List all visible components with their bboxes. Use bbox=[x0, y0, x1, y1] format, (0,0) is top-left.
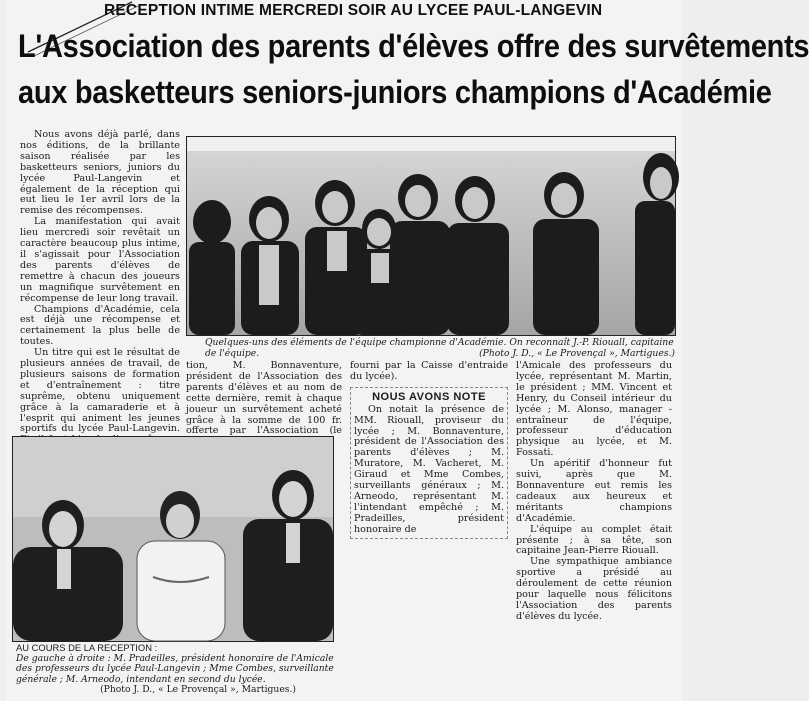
note-title: NOUS AVONS NOTE bbox=[372, 390, 486, 403]
column-b-text: fourni par la Caisse d'entraide du lycée). bbox=[350, 360, 508, 382]
kicker: RECEPTION INTIME MERCREDI SOIR AU LYCEE PAUL-LANGEVIN bbox=[104, 2, 603, 19]
column-c-paragraph: Un apéritif d'honneur fut suivi, après que M. Bonnaventure eut remis les cadeaux aux heureux et méritants champions d'Académie. bbox=[516, 458, 672, 524]
team-photo-caption bbox=[205, 338, 675, 359]
note-text: On notait la présence de MM. Riouall, proviseur du lycée ; M. Bonnaventure, président de l'Association des parents d'élèves ; M. Muratore, M. Vacheret, M. Giraud et Mme Combes, surveillants généraux ; M. Arneodo, représentant M. l'intendant empêché ; M. Pradeilles, président honoraire de bbox=[354, 403, 504, 535]
team-photo-image bbox=[187, 137, 675, 335]
intro-paragraph: Un titre qui est le résultat de plusieurs années de travail, de plusieurs saisons de formation et d'entraînement : titre suprême, obtenu uniquement grâce à la camaraderie et à l'esprit qui animent les jeunes sportifs du lycée Paul-Langevin. bbox=[20, 347, 180, 435]
intro-paragraph: Nous avons déjà parlé, dans nos éditions, de la brillante saison réalisée par les basketteurs seniors, juniors du lycée Paul-Langevin et également de la réception qui eut lieu le 1er avril lors de la remise des récompenses. bbox=[20, 129, 180, 217]
intro-paragraph: Champions d'Académie, cela est déjà une récompense et certainement la plus belle de toutes. bbox=[20, 303, 180, 348]
reception-caption bbox=[16, 643, 336, 696]
column-a-text: tion, M. Bonnaventure, président de l'Association des parents d'élèves et au nom de cette dernière, remit à chaque joueur un survêtement acheté grâce à la somme de 100 fr. offerte par l'Association (le bbox=[186, 360, 342, 437]
note-box bbox=[350, 387, 508, 539]
team-photo bbox=[186, 136, 676, 336]
team-caption-text: Quelques-uns des éléments de l'équipe championne d'Académie. On reconnaît J.-P. Riouall, capitaine de l'équipe. bbox=[205, 337, 674, 359]
column-c-paragraph: Une sympathique ambiance sportive a présidé au déroulement de cette réunion pour laquelle nous félicitons l'Association des parents d'élèves du lycée. bbox=[516, 556, 672, 622]
column-b bbox=[350, 361, 508, 539]
headline-line-2: aux basketteurs seniors-juniors champions d'Académie bbox=[18, 75, 772, 111]
team-caption-credit: (Photo J. D., « Le Provençal », Martigues.) bbox=[479, 347, 675, 359]
reception-caption-text: De gauche à droite : M. Pradeilles, président honoraire de l'Amicale des professeurs du lycée Paul-Langevin ; Mme Combes, surveillante générale ; M. Arneodo, intendant en second du lycée. bbox=[16, 652, 334, 685]
column-c-paragraph: L'équipe au complet était présente ; à sa tête, son capitaine Jean-Pierre Riouall. bbox=[516, 523, 672, 557]
reception-caption-credit: (Photo J. D., « Le Provençal », Martigues.) bbox=[100, 684, 296, 695]
reception-photo bbox=[12, 436, 334, 642]
reception-photo-image bbox=[13, 437, 333, 641]
column-c bbox=[516, 361, 672, 623]
reception-caption-title: AU COURS DE LA RECEPTION : bbox=[16, 642, 158, 653]
headline-line-1: L'Association des parents d'élèves offre des survêtements bbox=[18, 29, 809, 65]
column-c-paragraph: l'Amicale des professeurs du lycée, représentant M. Martin, le président ; MM. Vincent et Henry, du Conseil intérieur du lycée ; M. Alonso, manager - entraîneur de l'équipe, professeur d'éducation physique au lycée, et M. Fossati. bbox=[516, 360, 672, 459]
intro-paragraph: La manifestation qui avait lieu mercredi soir revêtait un caractère beaucoup plus intime, il s'agissait pour l'Association des parents d'élèves de remettre à chacun des joueurs un magnifique survêtement en récompense de leur long travail. bbox=[20, 216, 180, 304]
